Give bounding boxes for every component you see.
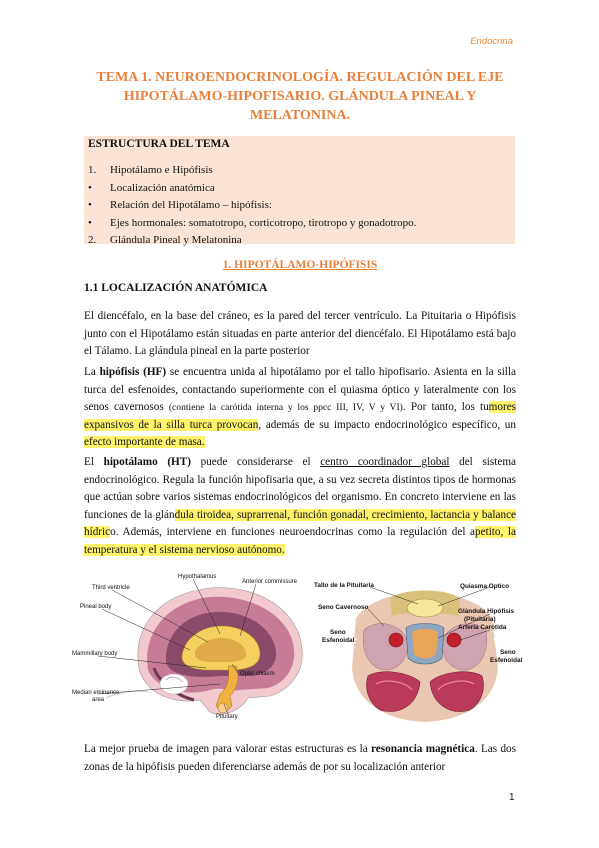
- label-glandula-hipofisis: Glándula Hipófisis: [458, 608, 515, 615]
- list-item: [88, 215, 416, 233]
- label-mammillary-body: Mammillary body: [72, 651, 118, 657]
- label-glandula-pituitaria: (Pituitaria): [464, 616, 496, 623]
- page-number: 1: [509, 792, 515, 803]
- label-third-ventricle: Third ventricle: [92, 585, 130, 591]
- text-run: . Por tanto, los tu: [402, 401, 489, 413]
- highlight: efecto importante de masa.: [84, 436, 205, 448]
- text-run: . Las dos zonas de la hipófisis pueden diferenciarse además de por su localización anterior: [84, 743, 516, 773]
- list-marker: •: [88, 199, 92, 212]
- bold-term: hipófisis (HF): [99, 366, 167, 378]
- label-seno-esfenoidal-left-2: Esfenoidal: [322, 637, 355, 644]
- header-section-label: Endocrina: [470, 36, 513, 47]
- label-quiasma-optico: Quiasma Optico: [460, 583, 510, 590]
- page-title: [84, 68, 516, 125]
- list-item: [88, 180, 416, 198]
- title-line-1: TEMA 1. NEUROENDOCRINOLOGÍA. REGULACIÓN DEL EJE: [96, 70, 504, 85]
- highlight: dula tiroidea, suprarrenal, función gonadal, crecimiento, lactancia y balance hídric: [84, 508, 517, 538]
- label-median-eminence-area: area: [92, 697, 105, 703]
- list-item: [88, 197, 416, 215]
- text-run: El: [84, 456, 104, 468]
- list-item-text: Ejes hormonales: somatotropo, corticotropo, tirotropo y gonadotropo.: [110, 216, 417, 229]
- highlight: mores expansivos de la silla turca provocan: [84, 401, 517, 431]
- text-run: La mejor prueba de imagen para valorar estas estructuras es la: [84, 743, 372, 755]
- label-tallo-pituitaria: Tallo de la Pituitaria: [314, 582, 374, 589]
- text-run: del sistema endocrinológico. Regula la función hipofisaria que, a su vez secreta distintos tipos de hormonas que actúan sobre varios sistemas endocrinológicos del organismo. En concreto interviene en las funciones de la glán: [84, 456, 516, 521]
- paragraph-imaging: [84, 741, 516, 776]
- label-pineal-body: Pineal body: [80, 604, 112, 610]
- highlight: petito, la temperatura y el sistema nervioso autónomo.: [84, 526, 516, 556]
- title-line-3: MELATONINA.: [249, 108, 351, 123]
- label-optic-chiasm: Optic chiasm: [240, 671, 275, 677]
- list-item: [88, 162, 416, 180]
- list-item: [88, 232, 416, 250]
- subsection-heading: 1.1 LOCALIZACIÓN ANATÓMICA: [84, 282, 268, 294]
- list-marker: 2.: [88, 234, 97, 247]
- text-run: , además de su impacto endocrinológico específico, un: [258, 418, 516, 431]
- list-marker: •: [88, 181, 92, 194]
- list-marker: 1.: [88, 164, 97, 176]
- list-item-text: Hipotálamo e Hipófisis: [110, 164, 213, 176]
- list-marker: •: [88, 216, 92, 229]
- label-median-eminence: Median eminence: [72, 690, 120, 696]
- structure-box: [84, 136, 515, 247]
- label-seno-esfenoidal-left: Seno: [330, 629, 346, 636]
- text-run: se encuentra unida al hipotálamo por el tallo hipofisario. Asienta en la silla turca del esfenoides, contactando superiormente con el quiasma óptico y lateralmente con los senos cavernosos: [84, 366, 516, 413]
- structure-list: [88, 162, 416, 250]
- text-run: La: [84, 366, 100, 378]
- paragraph-hypothalamus: [84, 454, 516, 559]
- underlined-term: centro coordinador global: [320, 456, 450, 468]
- pituitary-coronal-illustration: [314, 578, 530, 730]
- label-seno-cavernoso: Seno Cavernoso: [318, 604, 369, 611]
- structure-heading: ESTRUCTURA DEL TEMA: [88, 138, 230, 150]
- title-line-2: HIPOTÁLAMO-HIPOFISARIO. GLÁNDULA PINEAL Y: [123, 89, 477, 104]
- paragraph-diencephalon: El diencéfalo, en la base del cráneo, es la pared del tercer ventrículo. La Pituitaria o Hipófisis junto con el Hipotálamo están situadas en parte anterior del diencéfalo. El Hipotálamo está bajo el Tálamo. La glándula pineal en la parte posterior: [84, 310, 516, 357]
- paragraph-hypophysis: [84, 364, 516, 452]
- label-arteria-carotida: Arteria Carótida: [458, 624, 507, 631]
- label-seno-esfenoidal-right-2: Esfenoidal: [490, 657, 523, 664]
- list-item-text: Glándula Pineal y Melatonina: [110, 234, 242, 247]
- bold-term: resonancia magnética: [371, 743, 475, 755]
- small-note: (contiene la carótida interna y los ppcc III, IV, V y VI): [168, 402, 403, 413]
- label-seno-esfenoidal-right: Seno: [500, 649, 516, 656]
- label-pituitary: Pituitary: [216, 714, 238, 720]
- label-hypothalamus: Hypothalamus: [178, 574, 217, 580]
- label-anterior-commissure: Anterior commissure: [242, 579, 298, 585]
- text-run: o. Además, interviene en funciones neuroendocrinas como la regulación del a: [110, 526, 476, 538]
- brain-sagittal-illustration: [70, 572, 340, 722]
- list-item-text: Relación del Hipotálamo – hipófisis:: [110, 199, 272, 212]
- list-item-text: Localización anatómica: [110, 181, 215, 194]
- bold-term: hipotálamo (HT): [103, 456, 191, 468]
- text-run: puede considerarse el: [190, 456, 321, 468]
- section-heading: 1. HIPOTÁLAMO-HIPÓFISIS: [222, 259, 378, 271]
